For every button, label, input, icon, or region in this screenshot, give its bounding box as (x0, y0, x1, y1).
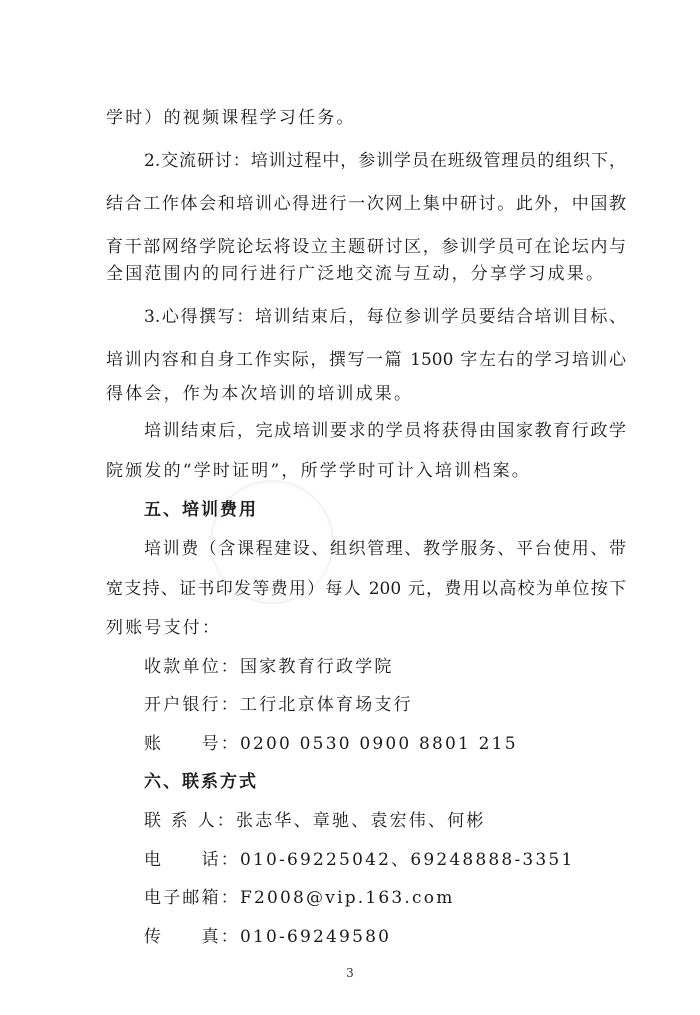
section-heading-contact: 六、联系方式 (144, 772, 258, 792)
paragraph-exchange-line: 2.交流研讨：培训过程中，参训学员在班级管理员的组织下， (144, 151, 626, 171)
paragraph-summary-line: 3.心得撰写：培训结束后，每位参训学员要结合培训目标、 (144, 307, 626, 327)
account-line: 账 号：0200 0530 0900 8801 215 (144, 734, 518, 754)
text-line: 得体会，作为本次培训的培训成果。 (106, 384, 414, 404)
page-number: 3 (346, 966, 354, 980)
text-line: 列账号支付： (106, 618, 222, 638)
contact-person-line: 联 系 人：张志华、章驰、袁宏伟、何彬 (144, 811, 486, 831)
text-line: 学时）的视频课程学习任务。 (106, 108, 356, 128)
payee-line: 收款单位：国家教育行政学院 (144, 657, 394, 677)
text-line: 全国范围内的同行进行广泛地交流与互动，分享学习成果。 (106, 264, 606, 284)
fax-line: 传 真：010-69249580 (144, 927, 392, 947)
text-line: 宽支持、证书印发等费用）每人 200 元，费用以高校为单位按下 (106, 579, 626, 599)
paragraph-certificate-line: 培训结束后，完成培训要求的学员将获得由国家教育行政学 (144, 421, 626, 441)
text-line: 培训内容和自身工作实际，撰写一篇 1500 字左右的学习培训心 (106, 350, 626, 370)
text-line: 结合工作体会和培训心得进行一次网上集中研讨。此外，中国教 (106, 194, 626, 214)
section-heading-fees: 五、培训费用 (144, 500, 258, 520)
bank-line: 开户银行：工行北京体育场支行 (144, 695, 413, 715)
paragraph-fees-line: 培训费（含课程建设、组织管理、教学服务、平台使用、带 (144, 539, 626, 559)
phone-line: 电 话：010-69225042、69248888-3351 (144, 850, 575, 870)
text-line: 育干部网络学院论坛将设立主题研讨区，参训学员可在论坛内与 (106, 237, 626, 257)
text-line: 院颁发的“学时证明”，所学学时可计入培训档案。 (106, 461, 531, 481)
email-line: 电子邮箱：F2008@vip.163.com (144, 888, 455, 908)
